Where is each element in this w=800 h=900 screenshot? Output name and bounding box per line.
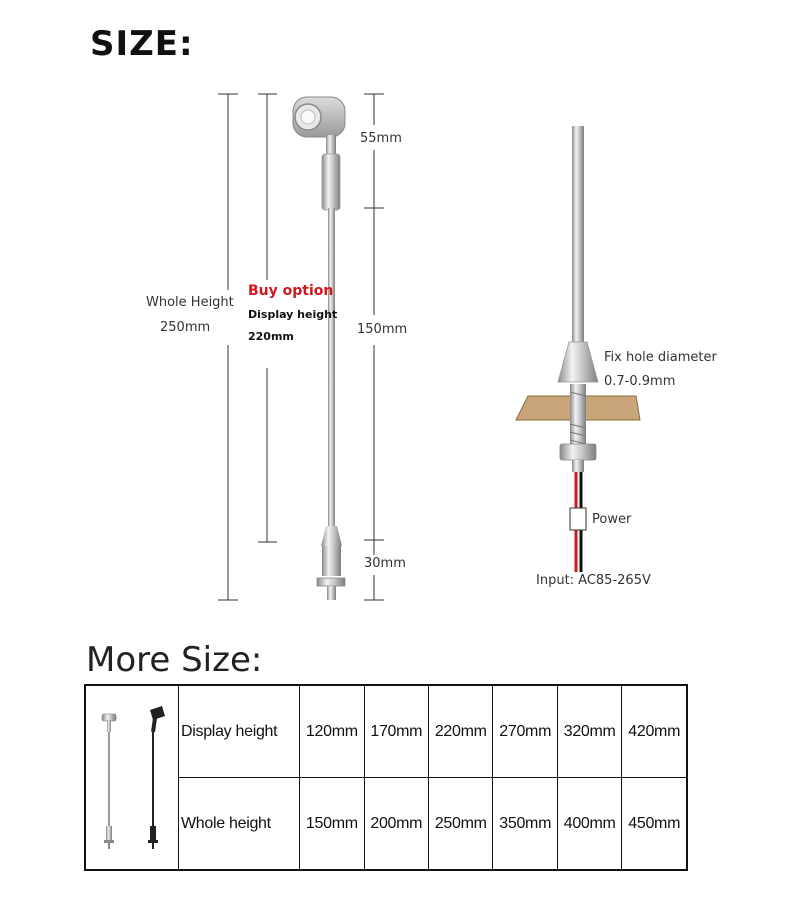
dim-middle-label: 150mm	[357, 322, 408, 337]
size-table	[84, 684, 688, 871]
whole-height-dimension-line	[218, 94, 238, 600]
table-cell: 150mm	[300, 778, 364, 871]
lamp-thumbnails-image	[86, 686, 178, 864]
table-cell: 250mm	[429, 778, 493, 871]
size-heading: SIZE:	[90, 24, 194, 64]
row-label-whole-height: Whole height	[179, 778, 300, 871]
lamp-thumbnails	[85, 685, 179, 870]
dim-bottom-label: 30mm	[364, 556, 406, 571]
table-cell: 120mm	[300, 685, 364, 778]
segment-dimension-line	[364, 94, 384, 600]
input-voltage-label: Input: AC85-265V	[536, 573, 651, 588]
fix-hole-value: 0.7-0.9mm	[604, 374, 676, 389]
table-row	[85, 685, 687, 778]
power-label: Power	[592, 512, 632, 527]
installation-view	[516, 126, 640, 572]
display-height-value: 220mm	[248, 330, 294, 343]
buy-option-label: Buy option	[248, 283, 334, 299]
display-height-label: Display height	[248, 308, 338, 321]
table-cell: 270mm	[493, 685, 557, 778]
table-cell: 450mm	[622, 778, 687, 871]
silver-lamp-thumbnail	[102, 714, 116, 849]
black-lamp-thumbnail	[148, 706, 165, 849]
table-cell: 320mm	[557, 685, 621, 778]
table-cell: 200mm	[364, 778, 428, 871]
dim-top-label: 55mm	[360, 131, 402, 146]
table-cell: 220mm	[429, 685, 493, 778]
fix-hole-label: Fix hole diameter	[604, 350, 717, 365]
more-size-heading: More Size:	[86, 640, 263, 680]
table-cell: 400mm	[557, 778, 621, 871]
table-cell: 350mm	[493, 778, 557, 871]
row-label-display-height: Display height	[179, 685, 300, 778]
whole-height-label: Whole Height	[146, 295, 234, 310]
lamp-side-view	[293, 97, 345, 600]
table-cell: 420mm	[622, 685, 687, 778]
whole-height-value: 250mm	[160, 320, 211, 335]
table-cell: 170mm	[364, 685, 428, 778]
